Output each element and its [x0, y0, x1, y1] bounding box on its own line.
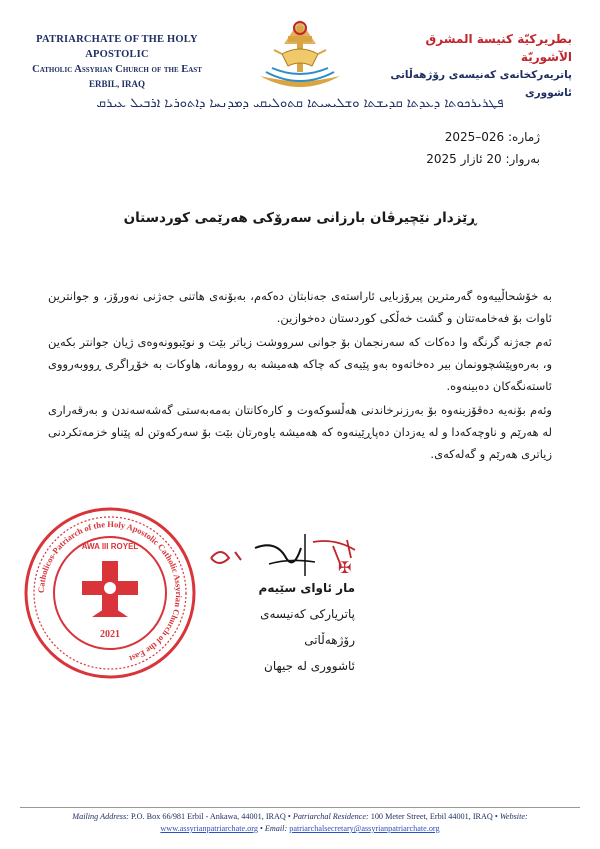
- signatory-title-line2: ئاشووری لە جیهان: [264, 659, 355, 673]
- footer-email-label: Email:: [264, 824, 288, 833]
- body-paragraph-2: ئەم جەژنە گرنگە وا دەکات کە سەرنجمان بۆ جوانی سرووشت زیاتر بێت و نوێبوونەوەی ژیان جوانتر بکەین و، بەرەوپێشچوونمان بیر دەخاتەوە بەو پێیەی کە چاکە هەمیشە بە روومانە، هاوکات بە خۆڕاگری ڕووبەرووی ئاستەنگەکان دەبینەوە.: [48, 335, 552, 393]
- signatory-name: مار ئاوای سێیەم: [258, 581, 355, 595]
- letter-body: [48, 285, 552, 467]
- patriarchate-logo-icon: [252, 14, 348, 94]
- body-paragraph-3: وئەم بۆنەیە دەقۆزینەوە بۆ بەرزنرخاندنی هەڵسوکەوت و کارەکانتان بەمەبەستی گەشەسەندن و بەرقەراری لە هەرێم و ناوچەکەدا و لە یەزدان دەپاڕێینەوە کە هەمیشە یاوەرتان بێت بۆ سەرکەوتن لە پێناو خزمەتکردنی زیاتری هەرێم و گەلەکەی.: [48, 403, 552, 461]
- footer-divider: [20, 807, 580, 808]
- header-right-arabic: بطريركيّة كنيسة المشرق الآشوريّة: [425, 32, 572, 64]
- footer-residence-value: 100 Meter Street, Erbil 44001, IRAQ •: [370, 812, 498, 821]
- seal-ring-text: Catholicos-Patriarch of the Holy Apostolic Catholic Assyrian Church of the East: [35, 518, 185, 664]
- official-seal-icon: [22, 505, 198, 681]
- footer-residence-label: Patriarchal Residence:: [292, 812, 369, 821]
- header-left-line1: PATRIARCHATE OF THE HOLY APOSTOLIC: [36, 34, 198, 60]
- seal-top-text: AWA III ROYEL: [81, 542, 139, 551]
- footer-website-label: Website:: [499, 812, 528, 821]
- header-left-block: [12, 32, 222, 91]
- header-right-kurdish: پاتریەرکخانەی کەنیسەی رۆژهەڵاتی ئاشووری: [390, 69, 572, 99]
- footer-email-link[interactable]: patriarchalsecretary@assyrianpatriarchate.org: [289, 824, 440, 833]
- reference-date: بەروار: 20 ئازار 2025: [426, 152, 540, 166]
- header-left-line3: ERBIL, IRAQ: [88, 79, 145, 89]
- seal-year: 2021: [100, 629, 120, 640]
- signature-block: [215, 575, 355, 679]
- footer-mailing-value: P.O. Box 66/981 Erbil - Ankawa, 44001, IRAQ •: [130, 812, 291, 821]
- letter-recipient-title: ڕێزدار نێچیرڤان بارزانی سەرۆکی هەرێمی کوردستان: [123, 210, 477, 226]
- signatory-title-line1: پاتریارکی کەنیسەی رۆژهەڵاتی: [260, 607, 355, 647]
- header-left-line2: Catholic Assyrian Church of the East: [32, 64, 202, 75]
- header-right-block: [372, 30, 572, 102]
- footer-mailing-label: Mailing Address:: [72, 812, 129, 821]
- footer-website-link[interactable]: www.assyrianpatriarchate.org: [160, 824, 258, 833]
- header-syriac-line: ܦܛܪܝܪܟܘܬܐ ܕܥܕܬܐ ܩܕܝܫܬܐ ܘܫܠܝܚܝܬܐ ܩܬܘܠܝܩܝ ܕܡܕܢܚܐ ܕܐܬܘܪܝܐ ܐܪܒܝܠ ܥܝܪܩ: [96, 96, 504, 111]
- reference-number: ژمارە: 026–2025: [444, 130, 540, 144]
- footer: Mailing Address: P.O. Box 66/981 Erbil - Ankawa, 44001, IRAQ • Patriarchal Residence: 100 Meter Street, Erbil 44001, IRAQ • Website: www.assyrianpatriarchate.org • Email: patriarchalsecretary@assyrianpatriarchate.org: [72, 812, 528, 833]
- signature-cross-icon: ✠: [338, 558, 352, 577]
- body-paragraph-1: بە خۆشحاڵییەوە گەرمترین پیرۆزبایی ئاراستەی جەنابتان دەکەم، بەبۆنەی هاتنی جەژنی نەورۆز، و جوانترین ئاوات بۆ فەخامەتتان و گشت خەڵکی کوردستان دەخوازین.: [48, 289, 552, 325]
